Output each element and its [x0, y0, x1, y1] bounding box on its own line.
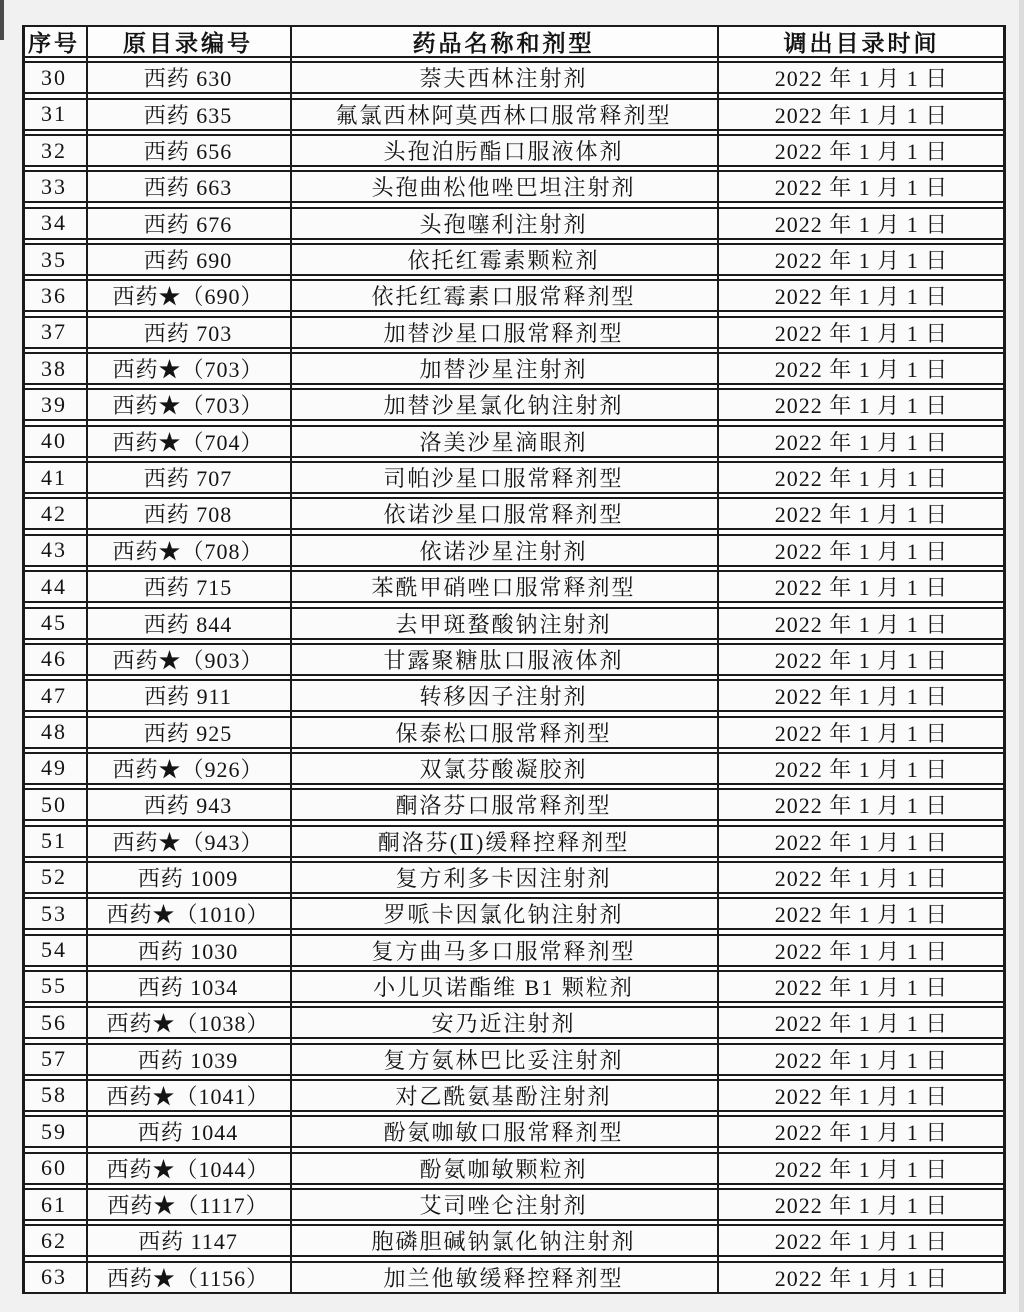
cell-removal-date: 2022 年 1 月 1 日	[774, 66, 949, 92]
cell-drug-name: 转移因子注射剂	[419, 684, 588, 710]
cell-catalog-code: 西药 911	[144, 684, 232, 710]
cell-removal-date: 2022 年 1 月 1 日	[774, 829, 949, 855]
table-row	[22, 134, 1006, 167]
cell-catalog-code: 西药 703	[143, 320, 233, 346]
cell-catalog-code: 西药★（703）	[112, 357, 264, 383]
cell-serial-number: 39	[41, 391, 67, 417]
cell-removal-date: 2022 年 1 月 1 日	[774, 865, 949, 891]
cell-drug-name: 司帕沙星口服常释剂型	[383, 466, 624, 492]
cell-catalog-code: 西药★（903）	[112, 647, 264, 673]
cell-removal-date: 2022 年 1 月 1 日	[774, 974, 949, 1000]
cell-drug-name: 保泰松口服常释剂型	[395, 720, 612, 746]
table-row	[22, 1043, 1006, 1076]
table-row	[22, 461, 1006, 494]
cell-removal-date: 2022 年 1 月 1 日	[774, 611, 949, 637]
table-row	[22, 1224, 1006, 1257]
scan-edge-artifact-left	[0, 0, 4, 40]
cell-drug-name: 依托红霉素颗粒剂	[407, 248, 600, 274]
cell-removal-date: 2022 年 1 月 1 日	[774, 393, 949, 419]
cell-catalog-code: 西药★（704）	[112, 429, 264, 455]
cell-removal-date: 2022 年 1 月 1 日	[774, 284, 949, 310]
cell-drug-name: 萘夫西林注射剂	[419, 66, 588, 92]
cell-catalog-code: 西药★（1156）	[106, 1265, 270, 1291]
table-row	[22, 825, 1006, 858]
cell-catalog-code: 西药 690	[143, 248, 233, 274]
table-row	[22, 970, 1006, 1003]
cell-catalog-code: 西药 844	[143, 611, 233, 637]
cell-serial-number: 59	[41, 1118, 67, 1144]
cell-serial-number: 43	[41, 537, 67, 563]
table-header-row	[22, 25, 1006, 58]
cell-serial-number: 55	[41, 973, 67, 999]
table-row	[22, 98, 1006, 131]
cell-catalog-code: 西药 1009	[137, 865, 239, 891]
cell-drug-name: 头孢曲松他唑巴坦注射剂	[371, 175, 636, 201]
cell-removal-date: 2022 年 1 月 1 日	[774, 1265, 949, 1291]
cell-serial-number: 57	[41, 1046, 67, 1072]
cell-serial-number: 53	[41, 900, 67, 926]
table-row	[22, 170, 1006, 203]
cell-serial-number: 52	[41, 864, 67, 890]
cell-removal-date: 2022 年 1 月 1 日	[774, 139, 949, 165]
cell-serial-number: 35	[41, 246, 67, 272]
cell-drug-name: 小儿贝诺酯维 B1 颗粒剂	[373, 974, 634, 1000]
table-row	[22, 752, 1006, 785]
cell-removal-date: 2022 年 1 月 1 日	[774, 1156, 949, 1182]
cell-removal-date: 2022 年 1 月 1 日	[774, 502, 949, 528]
table-row	[22, 934, 1006, 967]
cell-serial-number: 48	[41, 719, 67, 745]
cell-drug-name: 酚氨咖敏口服常释剂型	[383, 1120, 624, 1146]
cell-serial-number: 58	[41, 1082, 67, 1108]
cell-serial-number: 47	[41, 682, 67, 708]
cell-removal-date: 2022 年 1 月 1 日	[774, 1229, 949, 1255]
table-row	[22, 497, 1006, 530]
cell-drug-name: 加兰他敏缓释控释剂型	[383, 1265, 624, 1291]
cell-drug-name: 复方曲马多口服常释剂型	[371, 938, 636, 964]
cell-catalog-code: 西药 707	[143, 466, 233, 492]
cell-removal-date: 2022 年 1 月 1 日	[774, 902, 949, 928]
header-cell-serial: 序号	[28, 30, 80, 56]
cell-catalog-code: 西药 630	[143, 66, 233, 92]
cell-removal-date: 2022 年 1 月 1 日	[774, 466, 949, 492]
cell-drug-name: 氟氯西林阿莫西林口服常释剂型	[335, 102, 672, 128]
cell-drug-name: 甘露聚糖肽口服液体剂	[383, 647, 624, 673]
header-cell-drug-name: 药品名称和剂型	[412, 30, 595, 56]
cell-drug-name: 依诺沙星口服常释剂型	[383, 502, 624, 528]
cell-serial-number: 49	[41, 755, 67, 781]
cell-catalog-code: 西药★（1038）	[106, 1011, 270, 1037]
cell-drug-name: 酮洛芬(Ⅱ)缓释控释剂型	[377, 829, 630, 855]
table-row	[22, 425, 1006, 458]
cell-removal-date: 2022 年 1 月 1 日	[774, 647, 949, 673]
cell-catalog-code: 西药 715	[143, 575, 233, 601]
cell-catalog-code: 西药★（1010）	[106, 902, 270, 928]
header-cell-catalog-code: 原目录编号	[123, 30, 253, 56]
cell-removal-date: 2022 年 1 月 1 日	[774, 357, 949, 383]
table-row	[22, 607, 1006, 640]
table-row	[22, 570, 1006, 603]
cell-drug-name: 头孢泊肟酯口服液体剂	[383, 139, 624, 165]
cell-removal-date: 2022 年 1 月 1 日	[774, 1047, 949, 1073]
table-row	[22, 1006, 1006, 1039]
cell-serial-number: 37	[41, 319, 67, 345]
table-row	[22, 643, 1006, 676]
cell-drug-name: 加替沙星注射剂	[419, 357, 588, 383]
cell-removal-date: 2022 年 1 月 1 日	[774, 248, 949, 274]
cell-catalog-code: 西药★（703）	[112, 393, 264, 419]
cell-drug-name: 酮洛芬口服常释剂型	[395, 793, 612, 819]
cell-removal-date: 2022 年 1 月 1 日	[774, 1011, 949, 1037]
cell-drug-name: 双氯芬酸凝胶剂	[419, 756, 588, 782]
cell-drug-name: 罗哌卡因氯化钠注射剂	[383, 902, 624, 928]
cell-drug-name: 复方利多卡因注射剂	[395, 865, 612, 891]
cell-catalog-code: 西药 1030	[137, 938, 239, 964]
cell-drug-name: 头孢噻利注射剂	[419, 211, 588, 237]
table-row	[22, 861, 1006, 894]
cell-catalog-code: 西药 1044	[137, 1120, 239, 1146]
cell-catalog-code: 西药 656	[143, 139, 233, 165]
cell-serial-number: 60	[41, 1155, 67, 1181]
cell-removal-date: 2022 年 1 月 1 日	[774, 938, 949, 964]
cell-catalog-code: 西药 663	[143, 175, 233, 201]
cell-catalog-code: 西药 708	[143, 502, 233, 528]
cell-serial-number: 56	[41, 1009, 67, 1035]
cell-removal-date: 2022 年 1 月 1 日	[774, 684, 949, 710]
table-row	[22, 534, 1006, 567]
table-row	[22, 788, 1006, 821]
cell-removal-date: 2022 年 1 月 1 日	[774, 1193, 949, 1218]
table-row	[22, 679, 1006, 712]
cell-drug-name: 加替沙星氯化钠注射剂	[383, 393, 624, 419]
cell-removal-date: 2022 年 1 月 1 日	[774, 1083, 949, 1109]
cell-serial-number: 33	[41, 173, 67, 199]
cell-removal-date: 2022 年 1 月 1 日	[774, 1120, 949, 1146]
cell-removal-date: 2022 年 1 月 1 日	[774, 429, 949, 455]
cell-catalog-code: 西药★（1041）	[106, 1083, 270, 1109]
table-body	[22, 61, 1006, 1293]
cell-serial-number: 31	[41, 101, 67, 127]
cell-catalog-code: 西药 1034	[137, 974, 239, 1000]
table-row	[22, 897, 1006, 930]
cell-catalog-code: 西药★（1117）	[107, 1193, 269, 1218]
cell-removal-date: 2022 年 1 月 1 日	[774, 102, 949, 128]
cell-drug-name: 洛美沙星滴眼剂	[419, 429, 588, 455]
table-row	[22, 61, 1006, 94]
cell-catalog-code: 西药 635	[143, 102, 233, 128]
cell-removal-date: 2022 年 1 月 1 日	[774, 538, 949, 564]
table-row	[22, 1188, 1006, 1221]
cell-drug-name: 依诺沙星注射剂	[419, 538, 588, 564]
table-row	[22, 279, 1006, 312]
cell-serial-number: 45	[41, 610, 67, 635]
table-row	[22, 207, 1006, 240]
table-row	[22, 316, 1006, 349]
cell-drug-name: 复方氨林巴比妥注射剂	[383, 1047, 624, 1073]
cell-serial-number: 41	[41, 464, 67, 490]
cell-serial-number: 51	[41, 828, 67, 854]
cell-catalog-code: 西药★（943）	[112, 829, 264, 855]
cell-catalog-code: 西药★（1044）	[106, 1156, 270, 1182]
cell-catalog-code: 西药 1039	[137, 1047, 239, 1073]
cell-drug-name: 安乃近注射剂	[431, 1011, 576, 1037]
cell-catalog-code: 西药 1147	[138, 1229, 238, 1255]
cell-catalog-code: 西药★（708）	[112, 538, 264, 564]
cell-serial-number: 62	[41, 1227, 67, 1253]
header-cell-removal-date: 调出目录时间	[783, 30, 940, 56]
cell-serial-number: 38	[41, 355, 67, 381]
table-row	[22, 1115, 1006, 1148]
cell-removal-date: 2022 年 1 月 1 日	[774, 793, 949, 819]
cell-drug-name: 艾司唑仑注射剂	[419, 1193, 588, 1218]
cell-serial-number: 36	[41, 282, 67, 308]
cell-catalog-code: 西药 943	[143, 793, 233, 819]
cell-serial-number: 40	[41, 428, 67, 454]
cell-serial-number: 54	[41, 937, 67, 963]
cell-removal-date: 2022 年 1 月 1 日	[774, 211, 949, 237]
cell-serial-number: 34	[41, 210, 67, 236]
cell-drug-name: 加替沙星口服常释剂型	[383, 320, 624, 346]
cell-catalog-code: 西药 925	[143, 720, 233, 746]
cell-catalog-code: 西药★（690）	[112, 284, 264, 310]
cell-removal-date: 2022 年 1 月 1 日	[774, 720, 949, 746]
table-row	[22, 716, 1006, 749]
cell-drug-name: 依托红霉素口服常释剂型	[371, 284, 636, 310]
drug-catalog-table	[22, 25, 1006, 1294]
table-row	[22, 1079, 1006, 1112]
cell-removal-date: 2022 年 1 月 1 日	[774, 175, 949, 201]
cell-serial-number: 46	[41, 646, 67, 672]
cell-serial-number: 32	[41, 137, 67, 163]
cell-serial-number: 63	[41, 1264, 67, 1290]
table-row	[22, 388, 1006, 421]
scan-edge-artifact-right	[1019, 0, 1024, 1312]
table-row	[22, 352, 1006, 385]
cell-serial-number: 42	[41, 500, 67, 526]
cell-serial-number: 50	[41, 791, 67, 817]
cell-catalog-code: 西药★（926）	[112, 756, 264, 782]
cell-serial-number: 30	[41, 64, 67, 90]
table-row	[22, 1261, 1006, 1294]
cell-removal-date: 2022 年 1 月 1 日	[774, 756, 949, 782]
cell-drug-name: 胞磷胆碱钠氯化钠注射剂	[371, 1229, 636, 1255]
cell-drug-name: 对乙酰氨基酚注射剂	[395, 1083, 612, 1109]
cell-removal-date: 2022 年 1 月 1 日	[774, 575, 949, 601]
cell-drug-name: 苯酰甲硝唑口服常释剂型	[371, 575, 636, 601]
cell-drug-name: 去甲斑蝥酸钠注射剂	[395, 611, 612, 637]
table-row	[22, 243, 1006, 276]
cell-removal-date: 2022 年 1 月 1 日	[774, 320, 949, 346]
cell-drug-name: 酚氨咖敏颗粒剂	[419, 1156, 588, 1182]
table-row	[22, 1152, 1006, 1185]
cell-serial-number: 44	[41, 573, 67, 599]
cell-serial-number: 61	[41, 1191, 67, 1217]
cell-catalog-code: 西药 676	[143, 211, 233, 237]
